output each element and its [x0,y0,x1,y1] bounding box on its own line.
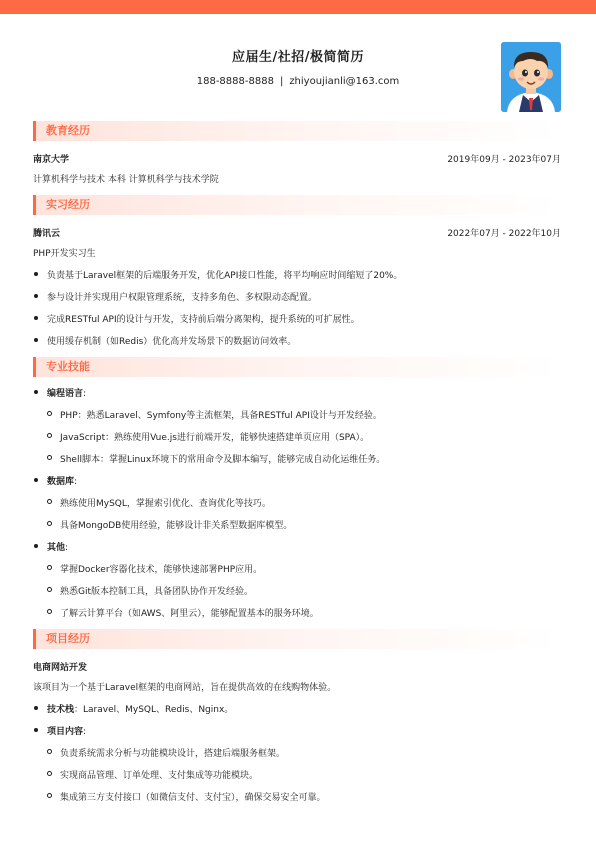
section-title-internship: 实习经历 [33,195,561,215]
education-dates: 2019年09月 - 2023年07月 [447,155,561,165]
list-item: 实现商品管理、订单处理、支付集成等功能模块。 [33,768,561,781]
project-detail-list [33,702,561,803]
project-name: 电商网站开发 [33,663,88,673]
education-detail: 计算机科学与技术 本科 计算机科学与技术学院 [33,175,219,185]
list-item: Shell脚本：掌握Linux环境下的常用命令及脚本编写，能够完成自动化运维任务。 [33,452,561,465]
skill-group-other [33,540,561,553]
list-item: 了解云计算平台（如AWS、阿里云），能够配置基本的服务环境。 [33,606,561,619]
company-name: 腾讯云 [33,229,61,239]
stack-value: ：Laravel、MySQL、Redis、Nginx。 [74,705,234,715]
contact-separator: | [279,76,284,87]
list-item: 集成第三方支付接口（如微信支付、支付宝），确保交易安全可靠。 [33,790,561,803]
skills-list [33,386,561,619]
list-item: PHP：熟悉Laravel、Symfony等主流框架，具备RESTful API设计与开发经验。 [33,408,561,421]
project-stack [33,702,561,715]
skill-group-colon: : [74,477,78,487]
skill-group-programming [33,386,561,399]
skill-group-colon: : [83,389,87,399]
content-label: 项目内容 [47,727,84,737]
content-colon: : [83,727,87,737]
list-item: 掌握Docker容器化技术，能够快速部署PHP应用。 [33,562,561,575]
list-item: 具备MongoDB使用经验，能够设计非关系型数据库模型。 [33,518,561,531]
top-accent-bar [0,0,596,14]
skill-group-colon: : [65,543,69,553]
email-address: zhiyoujianli@163.com [289,76,400,87]
internship-bullet-list [33,268,561,347]
school-name: 南京大学 [33,155,70,165]
section-title-education: 教育经历 [33,121,561,141]
resume-body [33,119,561,803]
list-item: 使用缓存机制（如Redis）优化高并发场景下的数据访问效率。 [33,334,561,347]
list-item: 负责系统需求分析与功能模块设计，搭建后端服务框架。 [33,746,561,759]
internship-entry [33,226,561,239]
list-item: 负责基于Laravel框架的后端服务开发，优化API接口性能，将平均响应时间缩短了20%。 [33,268,561,281]
avatar-illustration [501,42,561,112]
skill-group-database [33,474,561,487]
project-content [33,724,561,737]
project-description: 该项目为一个基于Laravel框架的电商网站，旨在提供高效的在线购物体验。 [33,683,337,693]
list-item: 参与设计并实现用户权限管理系统，支持多角色、多权限动态配置。 [33,290,561,303]
skill-group-label: 编程语言 [47,389,84,399]
skill-group-label: 其他 [47,543,66,553]
stack-label: 技术栈 [47,705,75,715]
list-item: 熟悉Git版本控制工具，具备团队协作开发经验。 [33,584,561,597]
section-title-projects: 项目经历 [33,629,561,649]
list-item: 熟练使用MySQL，掌握索引优化、查询优化等技巧。 [33,496,561,509]
section-title-skills: 专业技能 [33,357,561,377]
internship-role: PHP开发实习生 [33,249,96,259]
avatar [501,42,561,112]
skill-group-label: 数据库 [47,477,75,487]
resume-title: 应届生/社招/极简简历 [232,50,364,65]
internship-dates: 2022年07月 - 2022年10月 [447,229,561,239]
list-item: JavaScript：熟练使用Vue.js进行前端开发，能够快速搭建单页应用（SPA）。 [33,430,561,443]
phone-number: 188-8888-8888 [196,76,274,87]
education-entry [33,152,561,165]
list-item: 完成RESTful API的设计与开发，支持前后端分离架构，提升系统的可扩展性。 [33,312,561,325]
